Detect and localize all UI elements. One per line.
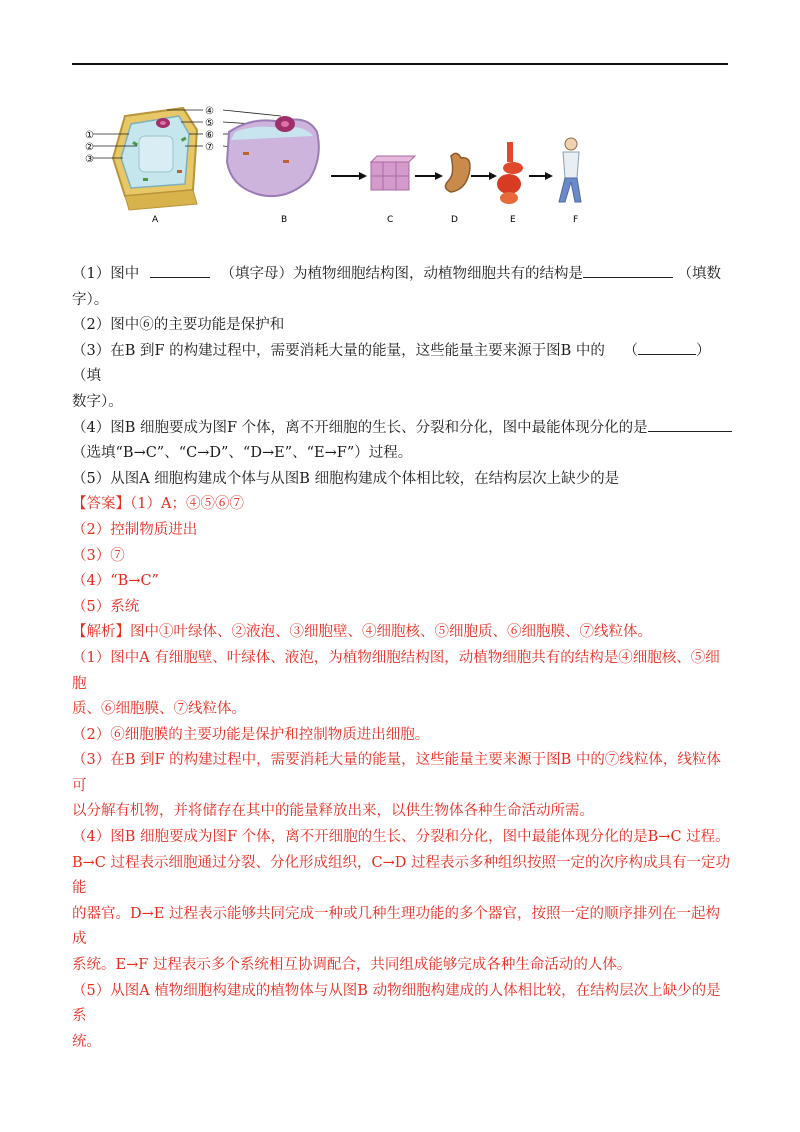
figure-label-b: B <box>281 215 288 224</box>
analysis-2: （2）⑥细胞膜的主要功能是保护和控制物质进出细胞。 <box>72 726 430 743</box>
figure-label-e: E <box>510 215 516 224</box>
q1-text-c: （填数 <box>677 266 722 282</box>
figure-label-d: D <box>451 215 458 224</box>
figure-label-f: F <box>573 215 579 224</box>
q3-text-c: ）（填 <box>72 342 711 385</box>
q3-text-a: （3）在B 到F 的构建过程中，需要消耗大量的能量，这些能量主要来源于图B 中的 <box>72 342 605 359</box>
analysis-4a: （4）图B 细胞要成为图F 个体，离不开细胞的生长、分裂和分化，图中最能体现分化的是B→C 过程。 <box>72 829 730 846</box>
answer-1 <box>72 492 732 518</box>
human-f <box>559 138 581 202</box>
analysis-1b: 质、⑥细胞膜、⑦线粒体。 <box>72 701 246 718</box>
tissue-c <box>371 156 415 190</box>
analysis-4d: 系统。E→F 过程表示多个系统相互协调配合，共同组成能够完成各种生命活动的人体。 <box>72 957 632 974</box>
q1-blank-2 <box>583 262 673 278</box>
callout-3: ③ <box>85 154 94 165</box>
header-rule <box>72 63 728 65</box>
question-content <box>72 262 732 1055</box>
flow-arrows <box>331 172 553 180</box>
analysis-4c: 的器官。D→E 过程表示能够共同完成一种或几种生理功能的多个器官，按照一定的顺序排列在一起构成 <box>72 905 720 948</box>
question-4 <box>72 416 732 442</box>
q1-text-a: （1）图中 <box>72 266 140 282</box>
callout-5: ⑤ <box>205 118 214 129</box>
question-4-cont: （选填“B→C”、“C→D”、“D→E”、“E→F”）过程。 <box>72 445 413 462</box>
answer-5: （5）系统 <box>72 598 140 615</box>
analysis-3a: （3）在B 到F 的构建过程中，需要消耗大量的能量，这些能量主要来源于图B 中的⑦线粒体，线粒体可 <box>72 752 721 794</box>
q3-text-b: （ <box>623 342 639 359</box>
callout-1: ① <box>85 130 94 141</box>
question-1 <box>72 262 732 288</box>
plant-cell-a <box>93 108 197 210</box>
callout-2: ② <box>85 142 94 153</box>
question-5: （5）从图A 细胞构建成个体与从图B 细胞构建成个体相比较，在结构层次上缺少的是 <box>72 470 620 487</box>
figure-svg <box>85 98 605 224</box>
callout-7: ⑦ <box>205 142 214 153</box>
analysis-4b: B→C 过程表示细胞通过分裂、分化形成组织，C→D 过程表示多种组织按照一定的次序构成具有一定功能 <box>72 854 730 897</box>
callout-4: ④ <box>205 106 214 117</box>
q3-blank <box>638 339 696 355</box>
answer-3: （3）⑦ <box>72 547 125 564</box>
figure-label-c: C <box>387 215 394 224</box>
question-1-cont: 字）。 <box>72 291 109 308</box>
q4-text-a: （4）图B 细胞要成为图F 个体，离不开细胞的生长、分裂和分化，图中最能体现分化的是 <box>72 419 648 436</box>
question-3-cont: 数字）。 <box>72 393 123 410</box>
analysis-5a: （5）从图A 植物细胞构建成的植物体与从图B 动物细胞构建成的人体相比较，在结构层次上缺少的是系 <box>72 982 721 1025</box>
figure-label-a: A <box>152 215 159 224</box>
answer-2: （2）控制物质进出 <box>72 521 198 538</box>
analysis-5b: 统。 <box>72 1033 101 1050</box>
q1-text-b: （填字母）为植物细胞结构图，动植物细胞共有的结构是 <box>220 266 583 282</box>
analysis-intro <box>72 620 732 646</box>
callout-6: ⑥ <box>205 130 214 141</box>
organ-d-stomach <box>445 153 470 192</box>
cell-to-organism-figure <box>85 98 605 224</box>
animal-cell-b <box>227 116 319 196</box>
system-e-digestive <box>497 142 523 204</box>
answer-4: （4）“B→C” <box>72 573 159 590</box>
q4-blank <box>648 416 732 432</box>
analysis-intro-text: 图中①叶绿体、②液泡、③细胞壁、④细胞核、⑤细胞质、⑥细胞膜、⑦线粒体。 <box>130 624 652 641</box>
q1-blank-1 <box>150 262 210 278</box>
question-2: （2）图中⑥的主要功能是保护和 <box>72 317 285 334</box>
analysis-1a: （1）图中A 有细胞壁、叶绿体、液泡，为植物细胞结构图，动植物细胞共有的结构是④细胞核、⑤细胞 <box>72 649 720 692</box>
analysis-3b: 以分解有机物，并将储存在其中的能量释放出来，以供生物体各种生命活动所需。 <box>72 803 594 820</box>
answer-1-text: （1）A；④⑤⑥⑦ <box>130 496 244 513</box>
analysis-label: 【解析】 <box>72 624 130 641</box>
question-3 <box>72 339 732 390</box>
answer-label: 【答案】 <box>72 496 130 513</box>
